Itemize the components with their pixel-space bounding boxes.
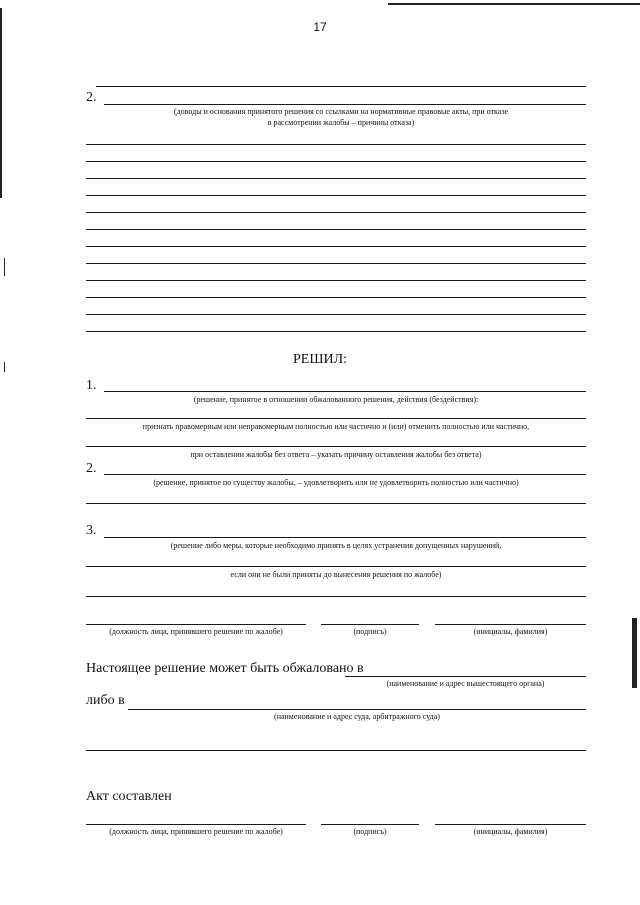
scan-mark-right-bar [632,618,637,688]
writing-line[interactable] [86,161,586,162]
caption-name: (инициалы, фамилия) [473,627,548,636]
caption-authority: (наименование и адрес вышестоящего органа) [386,679,545,688]
writing-line[interactable] [86,418,586,419]
item-number: 2. [86,461,97,476]
writing-line[interactable] [86,566,586,567]
input-line-decision-1[interactable] [104,391,586,392]
name-line[interactable] [435,824,586,825]
signature-line[interactable] [321,624,419,625]
writing-line[interactable] [86,280,586,281]
appeal-or-label: либо в [86,693,125,708]
writing-line[interactable] [86,331,586,332]
caption-decision-3b: если они не были приняты до вынесения решения по жалобе) [230,570,442,579]
caption-signature: (подпись) [353,627,387,636]
writing-line[interactable] [86,212,586,213]
caption-decision-3: (решение либо меры, которые необходимо принять в целях устранения допущенных нарушений, [170,541,502,550]
writing-line[interactable] [86,246,586,247]
writing-line[interactable] [86,263,586,264]
caption-reasons-line1: (доводы и основания принятого решения со ссылками на нормативные правовые акты, при отказе [173,107,509,116]
input-line-authority[interactable] [345,676,586,677]
writing-line[interactable] [86,297,586,298]
scan-mark-left-edge [0,8,2,198]
caption-decision-1: (решение, принятое в отношении обжалованного решения, действия (бездействия): [193,395,479,404]
position-line[interactable] [86,624,306,625]
scan-mark-left-dot [4,258,5,276]
decision-heading: РЕШИЛ: [293,352,347,367]
position-line[interactable] [86,824,306,825]
writing-line[interactable] [86,229,586,230]
writing-line[interactable] [86,596,586,597]
writing-line[interactable] [86,178,586,179]
writing-line[interactable] [86,144,586,145]
name-line[interactable] [435,624,586,625]
act-label: Акт составлен [86,789,172,804]
writing-line[interactable] [86,195,586,196]
caption-decision-1b: признать правомерным или неправомерным полностью или частично и (или) отменить полностью или частично, [142,422,530,431]
page-number: 17 [313,20,327,34]
caption-position: (должность лица, принявшего решение по жалобе) [109,627,283,636]
writing-line[interactable] [86,503,586,504]
item-number: 2. [86,90,97,105]
appeal-text: Настоящее решение может быть обжаловано в [86,661,364,676]
item-number: 1. [86,378,97,393]
writing-line[interactable] [86,314,586,315]
caption-court: (наименование и адрес суда, арбитражного суда) [274,712,440,721]
caption-decision-2: (решение, принятое по существу жалобы, – удовлетворить или не удовлетворить полностью или частично) [153,478,519,487]
caption-signature: (подпись) [353,827,387,836]
caption-decision-1c: при оставлении жалобы без ответа – указать причину оставления жалобы без ответа) [190,450,482,459]
input-line-decision-2[interactable] [104,474,586,475]
caption-reasons-line2: в рассмотрении жалобы – причины отказа) [267,118,415,127]
input-line-decision-3[interactable] [104,537,586,538]
caption-name: (инициалы, фамилия) [473,827,548,836]
input-line-reasons[interactable] [104,104,586,105]
blank-line [96,86,586,87]
item-number: 3. [86,523,97,538]
caption-position: (должность лица, принявшего решение по жалобе) [109,827,283,836]
signature-line[interactable] [321,824,419,825]
input-line-court[interactable] [128,709,586,710]
writing-line[interactable] [86,446,586,447]
writing-line[interactable] [86,750,586,751]
scan-mark-top-right [388,3,640,5]
